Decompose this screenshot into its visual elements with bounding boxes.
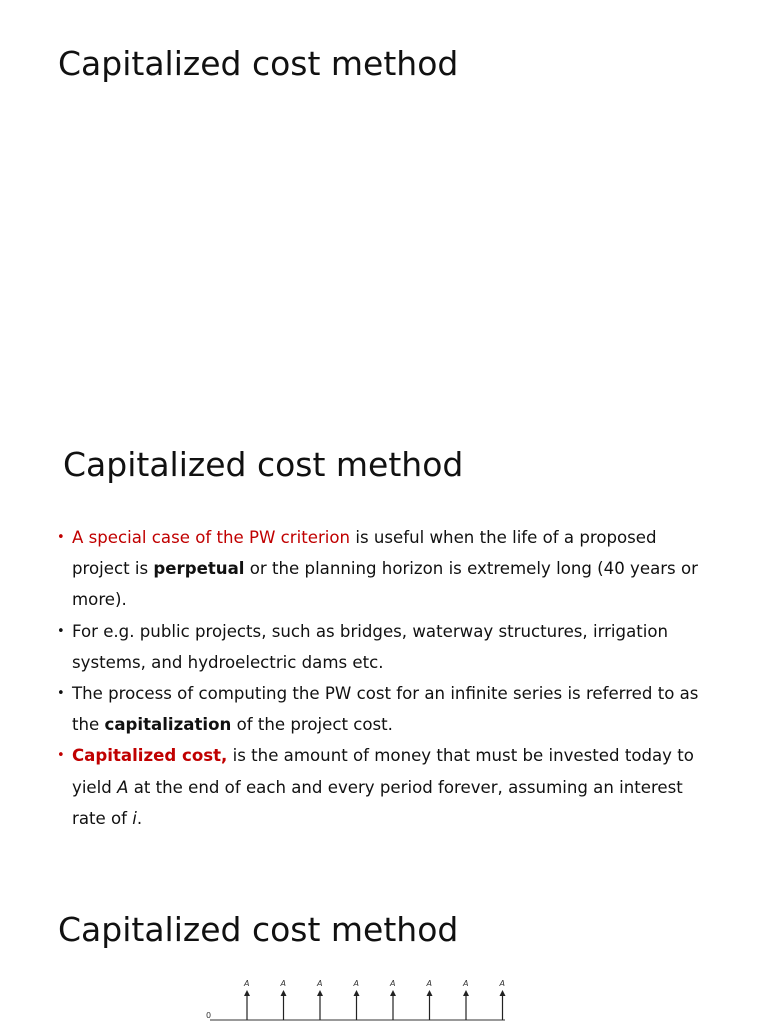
cash-flow-amount-label: A <box>463 979 469 988</box>
bullet-text: The process of computing the PW cost for an infinite series is referred to as the <box>72 684 699 735</box>
slide-1-title: Capitalized cost method <box>58 44 459 83</box>
cash-flow-amount-label: A <box>280 979 286 988</box>
bullet-text: is useful when the life of a proposed project is <box>72 528 657 579</box>
bullet-highlight: A special case of the PW criterion <box>72 528 351 547</box>
bullet-italic-symbol: A <box>117 777 129 797</box>
arrow-up-icon <box>427 990 433 996</box>
bullet-dot-icon: • <box>57 530 65 545</box>
bullet-dot-icon: • <box>57 686 65 702</box>
slide-2-title: Capitalized cost method <box>63 445 464 484</box>
bullet-dot-icon: • <box>57 623 65 639</box>
bullet-item <box>56 522 716 616</box>
bullet-item <box>56 678 716 740</box>
bullet-item <box>56 616 716 678</box>
arrow-up-icon <box>390 990 396 996</box>
cash-flow-diagram <box>200 972 520 1024</box>
bullet-text: For e.g. public projects, such as bridges, waterway structures, irrigation systems, and hydroelectric dams etc. <box>72 621 669 672</box>
cash-flow-amount-label: A <box>426 979 432 988</box>
bullet-item <box>56 740 716 834</box>
arrow-up-icon <box>317 990 323 996</box>
arrow-up-icon <box>281 990 287 996</box>
bullet-bold-term: perpetual <box>153 559 245 579</box>
bullet-text: is the amount of money that must be invested today to yield <box>72 746 694 797</box>
cash-flow-amount-label: A <box>499 979 505 988</box>
cash-flow-arrows <box>243 979 506 1020</box>
bullet-text: of the project cost. <box>231 715 393 735</box>
arrow-up-icon <box>354 990 360 996</box>
bullet-italic-symbol: i <box>132 808 137 828</box>
arrow-up-icon <box>244 990 250 996</box>
cash-flow-amount-label: A <box>244 979 250 988</box>
slide-3-title: Capitalized cost method <box>58 910 459 949</box>
origin-label: 0 <box>206 1011 212 1020</box>
bullet-bold-term: capitalization <box>104 715 232 735</box>
bullet-highlight: Capitalized cost, <box>72 746 228 766</box>
arrow-up-icon <box>500 990 506 996</box>
cash-flow-amount-label: A <box>353 979 359 988</box>
cash-flow-amount-label: A <box>390 979 396 988</box>
bullet-text: or the planning horizon is extremely long (40 years or more). <box>72 559 698 610</box>
cash-flow-amount-label: A <box>317 979 323 988</box>
bullet-text: . <box>136 808 143 828</box>
bullet-dot-icon: • <box>57 748 65 764</box>
arrow-up-icon <box>463 990 469 996</box>
bullet-list <box>56 522 716 834</box>
bullet-text: at the end of each and every period forever, assuming an interest rate of <box>72 777 683 828</box>
